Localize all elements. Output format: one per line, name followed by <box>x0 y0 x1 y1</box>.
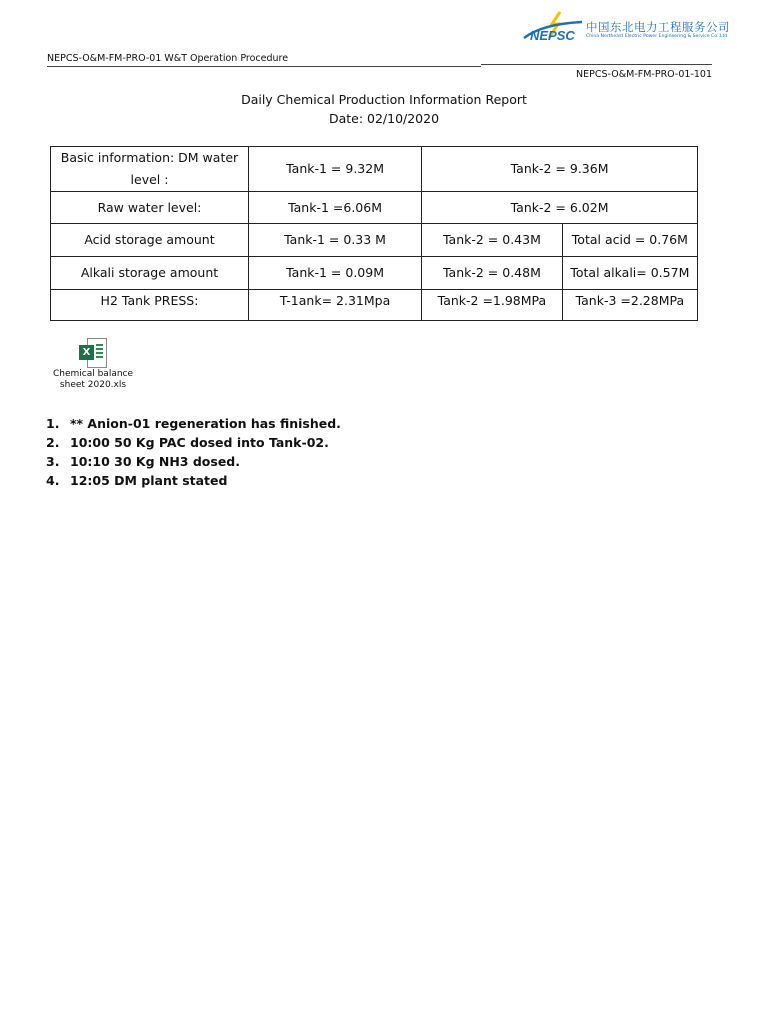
table-cell: Tank-1 =6.06M <box>248 192 421 224</box>
list-text: ** Anion-01 regeneration has finished. <box>70 416 341 431</box>
header-rule-left <box>47 66 481 67</box>
logo-english-name: China Northeast Electric Power Engineering & Service Co.,Ltd <box>586 34 728 39</box>
row-label: Basic information: DM water level : <box>51 147 249 192</box>
report-date: Date: 02/10/2020 <box>328 111 440 126</box>
list-text: 10:00 50 Kg PAC dosed into Tank-02. <box>70 435 329 450</box>
table-cell: Tank-3 =2.28MPa <box>562 290 697 321</box>
list-item <box>46 433 341 452</box>
embedded-excel-attachment[interactable] <box>46 338 140 391</box>
table-cell: Tank-1 = 0.33 M <box>248 224 421 257</box>
table-cell: Total acid = 0.76M <box>562 224 697 257</box>
table-row <box>51 257 698 290</box>
attachment-filename: Chemical balance sheet 2020.xls <box>52 369 134 390</box>
table-cell: Tank-2 = 9.36M <box>422 147 698 192</box>
table-cell: Tank-2 = 0.43M <box>422 224 563 257</box>
list-text: 12:05 DM plant stated <box>70 473 228 488</box>
table-row <box>51 147 698 192</box>
list-item <box>46 414 341 433</box>
table-cell: Tank-2 =1.98MPa <box>422 290 563 321</box>
table-row <box>51 224 698 257</box>
chemical-report-table <box>50 146 698 321</box>
procedure-title: NEPCS-O&M-FM-PRO-01 W&T Operation Procedure <box>47 53 289 64</box>
list-number: 1. <box>46 416 60 431</box>
table-cell: T-1ank= 2.31Mpa <box>248 290 421 321</box>
document-code: NEPCS-O&M-FM-PRO-01-101 <box>576 69 712 80</box>
excel-file-icon <box>79 338 107 368</box>
table-cell: Tank-1 = 0.09M <box>248 257 421 290</box>
table-row <box>51 290 698 321</box>
nepsc-logo-icon <box>522 10 586 44</box>
notes-list <box>46 414 341 490</box>
company-logo <box>522 10 730 46</box>
list-item <box>46 452 341 471</box>
report-title: Daily Chemical Production Information Report <box>241 92 527 107</box>
row-label: Raw water level: <box>51 192 249 224</box>
excel-badge: X <box>79 345 94 360</box>
table-cell: Tank-2 = 0.48M <box>422 257 563 290</box>
table-cell: Total alkali= 0.57M <box>562 257 697 290</box>
row-label: Acid storage amount <box>51 224 249 257</box>
table-row <box>51 192 698 224</box>
table-cell: Tank-1 = 9.32M <box>248 147 421 192</box>
list-text: 10:10 30 Kg NH3 dosed. <box>70 454 240 469</box>
list-number: 4. <box>46 473 60 488</box>
logo-mark-text: NEPSC <box>530 28 575 43</box>
logo-chinese-name: 中国东北电力工程服务公司 <box>586 20 730 34</box>
row-label: Alkali storage amount <box>51 257 249 290</box>
header-rule-right <box>481 64 712 65</box>
table-cell: Tank-2 = 6.02M <box>422 192 698 224</box>
list-number: 2. <box>46 435 60 450</box>
row-label: H2 Tank PRESS: <box>51 290 249 321</box>
list-item <box>46 471 341 490</box>
list-number: 3. <box>46 454 60 469</box>
